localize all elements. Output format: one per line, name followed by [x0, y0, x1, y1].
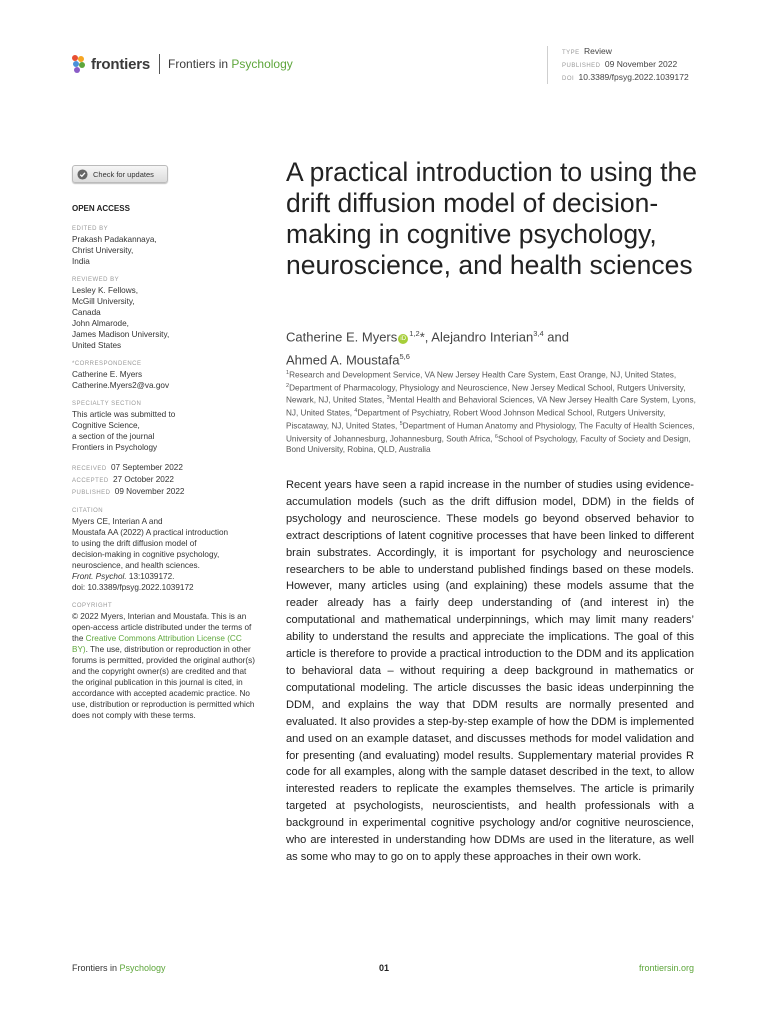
citation-label: CITATION [72, 508, 104, 514]
footer-journal-field: Psychology [119, 963, 166, 973]
affil-num: 3 [386, 395, 390, 402]
reviewed-by-label: REVIEWED BY [72, 277, 120, 283]
meta-published-value: 09 November 2022 [604, 59, 678, 69]
received-value: 07 September 2022 [110, 463, 183, 472]
article-meta [547, 46, 689, 84]
footer-site-link[interactable]: frontiersin.org [638, 963, 694, 973]
correspondence-label: *CORRESPONDENCE [72, 361, 142, 367]
author-interian[interactable]: Alejandro Interian [431, 329, 534, 345]
affil-num: 5 [399, 420, 403, 427]
cc-by-license-link[interactable]: Creative Commons Attribution License (CC BY) [72, 634, 242, 654]
check-updates-label: Check for updates [93, 169, 154, 179]
citation-doi[interactable]: doi: 10.3389/fpsyg.2022.1039172 [72, 583, 194, 592]
citation-journal: Front. Psychol. [72, 572, 127, 581]
copyright-text [72, 611, 257, 721]
affil-num: 2 [286, 382, 290, 389]
edited-by-text: Prakash Padakannaya, Christ University, India [72, 235, 157, 266]
meta-published [562, 59, 689, 72]
author-moustafa-affil: 5,6 [399, 352, 410, 362]
author-interian-affil: 3,4 [533, 329, 544, 338]
open-access-label: OPEN ACCESS [72, 204, 130, 213]
abstract: Recent years have seen a rapid increase in the number of studies using evidence-accumulation models (such as the drift diffusion model, DDM) in the fields of psychology and neuroscience. These models go beyond observed behavior to extract descriptions of latent cognitive processes that have been linked to different brain substrates. Accordingly, it is important for psychology and neuroscience researchers to be able to understand published findings based on these models. However, many articles using (and explaining) these models assume that the reader already has a fairly deep understanding of (and interest in) the computational and mathematical underpinnings, which may limit many readers’ ability to understand the results and appreciate the implications. The goal of this article is therefore to provide a practical introduction to the DDM and its application to behavioral data – without requiring a deep background in mathematics or computational modeling. The article discusses the basic ideas underpinning the DDM, and explains the way that DDM results are normally presented and evaluated. It also provides a step-by-step example of how the DDM is implemented and used on an example dataset, and discusses methods for model validation and for presenting (and evaluating) model results. Supplementary material provides R code for all examples, along with the sample dataset described in the text, to allow interested readers to replicate the examples themselves. The article is primarily targeted at psychologists, neuroscientists, and health professionals with a background in experimental cognitive psychology and/or cognitive neuroscience, who are interested in understanding how DDMs are used in the literature, as well as some who may to go on to apply these approaches in their own work. [286, 479, 694, 863]
corresponding-mark: *, [419, 329, 432, 345]
journal-name[interactable] [168, 57, 293, 71]
author-moustafa[interactable]: Ahmed A. Moustafa [286, 352, 400, 368]
affil-text: Department of Psychiatry, Robert Wood Johnson Medical School, Rutgers University, Piscataway, NJ, United States, [286, 408, 666, 431]
citation-text: Myers CE, Interian A and Moustafa AA (2022) A practical introduction to using the drift diffusion model of decision-making in cognitive psychology, neuroscience, and health sciences. [72, 517, 229, 570]
edited-by-section [72, 225, 257, 267]
frontiers-logo[interactable] [72, 54, 293, 74]
accepted-date [72, 474, 257, 486]
accepted-value: 27 October 2022 [112, 475, 174, 484]
received-label: RECEIVED [72, 466, 107, 472]
affiliations [286, 368, 696, 455]
edited-by-label: EDITED BY [72, 226, 109, 232]
footer-journal[interactable] [72, 963, 166, 973]
specialty-text: This article was submitted to Cognitive Science, a section of the journal Frontiers in Psychology [72, 410, 176, 452]
orcid-icon[interactable]: iD [398, 334, 408, 344]
specialty-section [72, 400, 257, 453]
author-and: and [543, 329, 569, 345]
meta-published-label: PUBLISHED [562, 63, 601, 69]
published-date [72, 486, 257, 498]
reviewed-by-section [72, 276, 257, 351]
meta-type [562, 46, 689, 59]
published-label: PUBLISHED [72, 490, 111, 496]
check-for-updates-button[interactable] [72, 165, 168, 183]
frontiers-logo-icon [72, 55, 88, 73]
citation-section [72, 507, 257, 593]
affil-text: School of Psychology, Faculty of Society and Design, Bond University, Robina, QLD, Australia [286, 434, 691, 455]
meta-doi-value[interactable]: 10.3389/fpsyg.2022.1039172 [578, 72, 689, 82]
copyright-label: COPYRIGHT [72, 603, 113, 609]
affil-num: 4 [354, 408, 358, 415]
correspondence-section [72, 360, 257, 391]
meta-type-label: TYPE [562, 50, 580, 56]
affil-text: Research and Development Service, VA New Jersey Health Care System, East Orange, NJ, United States, [289, 370, 677, 380]
sidebar [72, 204, 257, 730]
accepted-label: ACCEPTED [72, 478, 109, 484]
logo-wordmark: frontiers [91, 55, 151, 73]
meta-doi-label: DOI [562, 76, 575, 82]
published-value: 09 November 2022 [114, 487, 185, 496]
copyright-section [72, 602, 257, 721]
author-myers[interactable]: Catherine E. Myers [286, 329, 398, 345]
specialty-label: SPECIALTY SECTION [72, 401, 142, 407]
affil-text: Department of Human Anatomy and Physiology, The Faculty of Health Sciences, University of Johannesburg, Johannesburg, South Africa, [286, 421, 695, 444]
author-list [286, 324, 696, 371]
logo-divider [159, 54, 160, 74]
affil-text: Mental Health and Behavioral Sciences, VA New Jersey Health Care System, Lyons, NJ, United States, [286, 396, 696, 418]
dates-section [72, 462, 257, 498]
page-number: 01 [378, 963, 389, 973]
check-updates-icon [77, 169, 88, 180]
affil-num: 1 [286, 370, 290, 376]
received-date [72, 462, 257, 474]
affil-text: Department of Pharmacology, Physiology and Neuroscience, New Jersey Medical School, Rutgers University, Newark, NJ, United States, [286, 383, 686, 406]
copyright-part1: © 2022 Myers, Interian and Moustafa. This is an open-access article distributed under the terms of the [72, 612, 252, 643]
article-title: A practical introduction to using the drift diffusion model of decision-making in cognitive psychology, neuroscience, and health sciences [286, 157, 697, 280]
footer-journal-prefix: Frontiers in [72, 963, 120, 973]
copyright-part2: . The use, distribution or reproduction in other forums is permitted, provided the original author(s) and the copyright owner(s) are credited and that the original publication in this journal is cited, in accordance with accepted academic practice. No use, distribution or reproduction is permitted which does not comply with these terms. [72, 645, 255, 720]
meta-doi [562, 72, 689, 85]
meta-type-value: Review [584, 46, 612, 56]
journal-field: Psychology [231, 57, 293, 71]
reviewed-by-text: Lesley K. Fellows, McGill University, Canada John Almarode, James Madison University, United States [72, 286, 170, 350]
author-myers-affil: 1,2 [409, 329, 420, 338]
correspondence-text[interactable]: Catherine E. Myers Catherine.Myers2@va.gov [72, 370, 170, 390]
journal-prefix: Frontiers in [168, 57, 232, 71]
citation-volume: 13:1039172. [126, 572, 175, 581]
citation-journal-line [72, 571, 257, 582]
affil-num: 6 [494, 433, 498, 440]
